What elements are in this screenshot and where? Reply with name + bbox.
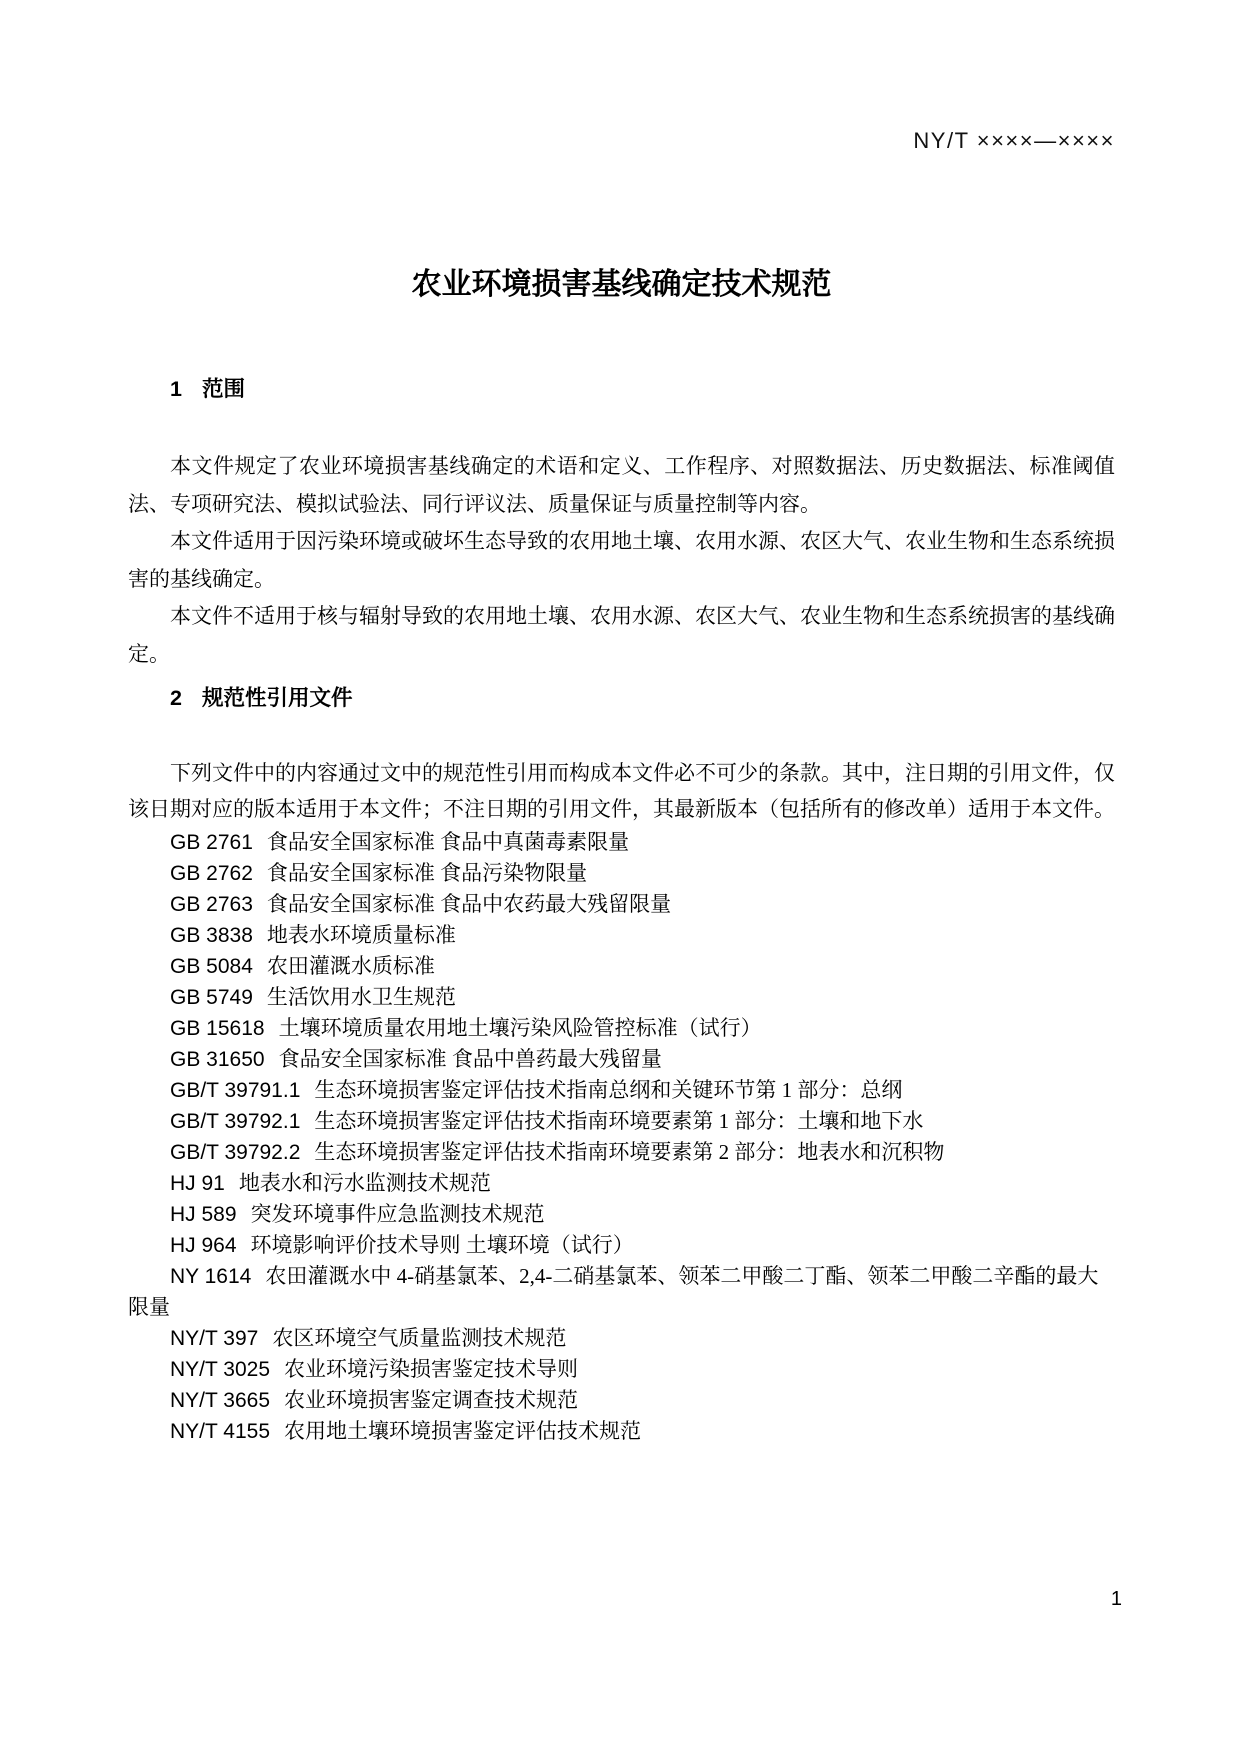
standard-number-header: NY/T ××××—×××× xyxy=(913,128,1115,153)
reference-item xyxy=(128,1230,1115,1261)
reference-item xyxy=(128,1199,1115,1230)
reference-title: 食品安全国家标准 食品中兽药最大残留量 xyxy=(278,1047,662,1071)
reference-code: GB 31650 xyxy=(170,1048,265,1071)
reference-title: 生活饮用水卫生规范 xyxy=(266,985,456,1009)
reference-item xyxy=(128,1323,1115,1354)
references-list xyxy=(128,827,1115,1447)
reference-title: 农田灌溉水中 4-硝基氯苯、2,4-二硝基氯苯、领苯二甲酸二丁酯、领苯二甲酸二辛酯的最大限量 xyxy=(128,1264,1099,1319)
section-1-title: 范围 xyxy=(201,377,245,401)
reference-code: GB 3838 xyxy=(170,924,253,947)
scope-paragraph: 本文件不适用于核与辐射导致的农用地土壤、农用水源、农区大气、农业生物和生态系统损害的基线确定。 xyxy=(128,604,1115,666)
reference-title: 农业环境损害鉴定调查技术规范 xyxy=(284,1388,579,1412)
reference-code: GB 2762 xyxy=(170,862,253,885)
reference-code: GB 5749 xyxy=(170,986,253,1009)
reference-code: GB 5084 xyxy=(170,955,253,978)
reference-code: GB/T 39791.1 xyxy=(170,1079,301,1102)
scope-paragraph: 本文件规定了农业环境损害基线确定的术语和定义、工作程序、对照数据法、历史数据法、标准阈值法、专项研究法、模拟试验法、同行评议法、质量保证与质量控制等内容。 xyxy=(128,454,1115,516)
reference-code: HJ 964 xyxy=(170,1234,237,1257)
scope-paragraphs xyxy=(128,448,1115,673)
scope-paragraph: 本文件适用于因污染环境或破坏生态导致的农用地土壤、农用水源、农区大气、农业生物和生态系统损害的基线确定。 xyxy=(128,529,1115,591)
reference-item xyxy=(128,982,1115,1013)
section-2-number: 2 xyxy=(170,686,182,710)
section-2-heading xyxy=(128,685,1115,711)
page-number: 1 xyxy=(1110,1588,1122,1610)
reference-item xyxy=(128,1044,1115,1075)
reference-item xyxy=(128,1075,1115,1106)
reference-title: 食品安全国家标准 食品污染物限量 xyxy=(266,861,588,885)
reference-title: 生态环境损害鉴定评估技术指南环境要素第 2 部分：地表水和沉积物 xyxy=(314,1140,945,1164)
reference-title: 环境影响评价技术导则 土壤环境（试行） xyxy=(250,1233,634,1257)
section-1-heading xyxy=(128,376,1115,402)
reference-item xyxy=(128,1137,1115,1168)
reference-item xyxy=(128,1013,1115,1044)
reference-code: GB 15618 xyxy=(170,1017,265,1040)
reference-code: GB/T 39792.2 xyxy=(170,1141,301,1164)
reference-item xyxy=(128,1261,1115,1323)
reference-title: 土壤环境质量农用地土壤污染风险管控标准（试行） xyxy=(278,1016,762,1040)
reference-code: HJ 589 xyxy=(170,1203,237,1226)
reference-title: 农田灌溉水质标准 xyxy=(266,954,435,978)
reference-item xyxy=(128,1168,1115,1199)
reference-item xyxy=(128,920,1115,951)
reference-title: 食品安全国家标准 食品中农药最大残留限量 xyxy=(266,892,672,916)
reference-title: 农业环境污染损害鉴定技术导则 xyxy=(284,1357,579,1381)
section-1-number: 1 xyxy=(170,377,182,401)
reference-code: NY/T 4155 xyxy=(170,1420,271,1443)
reference-code: GB/T 39792.1 xyxy=(170,1110,301,1133)
references-intro-paragraph: 下列文件中的内容通过文中的规范性引用而构成本文件必不可少的条款。其中，注日期的引用文件，仅该日期对应的版本适用于本文件；不注日期的引用文件，其最新版本（包括所有的修改单）适用于本文件。 xyxy=(128,761,1115,821)
document-title: 农业环境损害基线确定技术规范 xyxy=(411,268,832,301)
reference-item xyxy=(128,951,1115,982)
reference-item xyxy=(128,1385,1115,1416)
reference-code: NY/T 3025 xyxy=(170,1358,271,1381)
reference-item xyxy=(128,858,1115,889)
reference-code: HJ 91 xyxy=(170,1172,225,1195)
section-2-title: 规范性引用文件 xyxy=(201,686,353,710)
reference-item xyxy=(128,1354,1115,1385)
reference-code: GB 2761 xyxy=(170,831,253,854)
reference-code: GB 2763 xyxy=(170,893,253,916)
reference-title: 生态环境损害鉴定评估技术指南总纲和关键环节第 1 部分：总纲 xyxy=(314,1078,903,1102)
reference-title: 地表水环境质量标准 xyxy=(266,923,456,947)
reference-code: NY 1614 xyxy=(170,1265,252,1288)
reference-title: 农用地土壤环境损害鉴定评估技术规范 xyxy=(284,1419,642,1443)
reference-title: 地表水和污水监测技术规范 xyxy=(238,1171,491,1195)
reference-item xyxy=(128,1106,1115,1137)
reference-code: NY/T 397 xyxy=(170,1327,259,1350)
reference-title: 农区环境空气质量监测技术规范 xyxy=(272,1326,567,1350)
reference-title: 食品安全国家标准 食品中真菌毒素限量 xyxy=(266,830,630,854)
reference-code: NY/T 3665 xyxy=(170,1389,271,1412)
reference-item xyxy=(128,827,1115,858)
reference-title: 生态环境损害鉴定评估技术指南环境要素第 1 部分：土壤和地下水 xyxy=(314,1109,924,1133)
reference-title: 突发环境事件应急监测技术规范 xyxy=(250,1202,545,1226)
reference-item xyxy=(128,889,1115,920)
reference-item xyxy=(128,1416,1115,1447)
